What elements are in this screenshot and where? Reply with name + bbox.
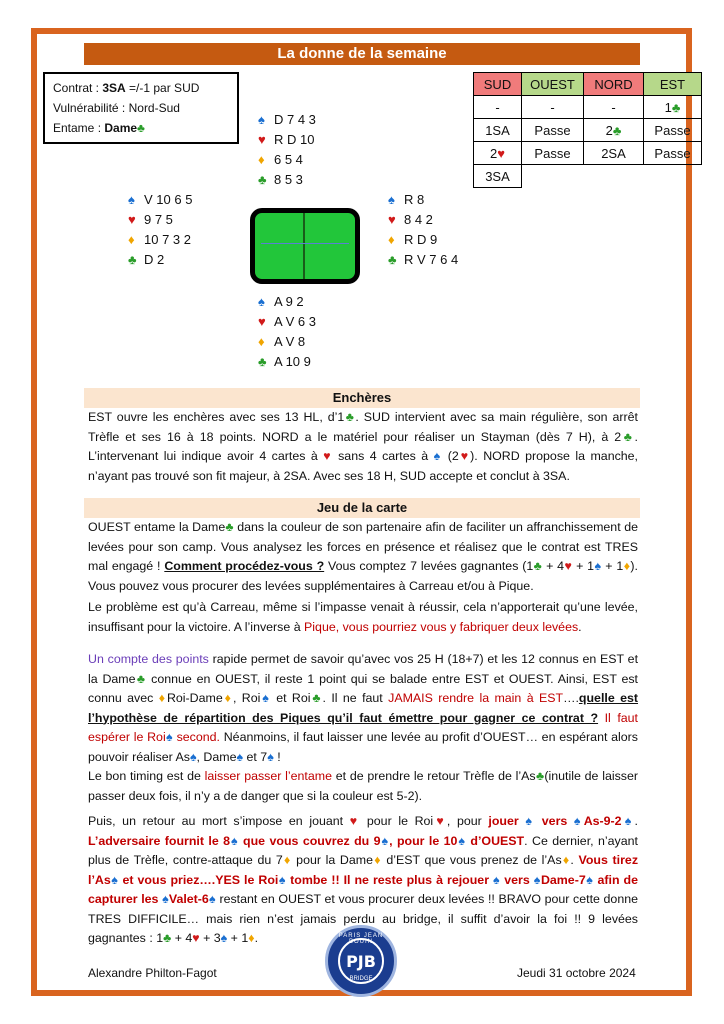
section-title-jeu: Jeu de la carte [84,498,640,518]
club-icon: ♣ [388,252,397,267]
hand-nord [258,110,316,190]
bid-cell: - [584,96,644,119]
logo-mark: PJB [346,952,376,971]
heart-icon: ♥ [258,132,266,147]
paragraph-jeu-3: Un compte des points rapide permet de savoir qu’avec vos 25 H (18+7) et les 12 connus en EST et la Dame♣ connue en OUEST, il reste 1 point qui se balade entre EST et OUEST. Ainsi, EST est connu avec ♦Roi-Dame♦, Roi♠ et Roi♣. Il ne faut JAMAIS rendre la main à EST….quelle est l’hypothèse de répartition des Piques qu’il faut émettre pour gagner ce contrat ? Il faut espérer le Roi♠ second. Néanmoins, il faut laisser une levée au profit d’OUEST… en espérant alors pouvoir réaliser As♠, Dame♠ et 7♠ ! Le bon timing est de laisser passer l’entame et de prendre le retour Trèfle de l’As♣(inutile de laisser passer deux fois, il n’y a de danger que si la couleur est 5-2). [88,652,639,803]
bidding-row [474,119,702,142]
logo-top-text: PARIS JEAN BOUIN [338,933,384,945]
bidding-header: OUEST [522,73,584,96]
hand-cards: D 2 [144,252,165,267]
paragraph-jeu-2: Le problème est qu’à Carreau, même si l’impasse venait à réussir, cela n’apporterait qu’une levée, insuffisant pour la victoire. A l’inverse à Pique, vous pourriez vous y fabriquer deux levées. [88,600,638,634]
hand-cards: R 8 [404,192,425,207]
date: Jeudi 31 octobre 2024 [517,966,636,980]
bidding-row [474,96,702,119]
bidding-row [474,165,702,188]
hand-cards: 8 4 2 [404,212,433,227]
contract-line [53,78,229,98]
club-icon: ♣ [137,121,145,135]
spade-icon: ♠ [388,192,395,207]
bid-cell-empty [584,165,644,188]
diamond-icon: ♦ [388,232,395,247]
heart-icon: ♥ [388,212,396,227]
heart-icon: ♥ [128,212,136,227]
club-icon: ♣ [258,172,267,187]
club-icon: ♣ [671,99,681,115]
bidding-header-row [474,73,702,96]
contract-value: 3SA [102,81,126,95]
section-title-encheres: Enchères [84,388,640,408]
spade-icon: ♠ [258,112,265,127]
hand-cards: A 9 2 [274,294,304,309]
bid-cell: 2SA [584,142,644,165]
hand-cards: R D 10 [274,132,315,147]
logo-bottom-text: BRIDGE [349,976,373,982]
author: Alexandre Philton-Fagot [88,966,217,980]
contract-label: Contrat : [53,81,103,95]
hand-cards: V 10 6 5 [144,192,193,207]
hand-cards: R D 9 [404,232,438,247]
bridge-table-icon [250,208,360,284]
hand-est [388,190,458,270]
lead-line [53,118,229,138]
club-icon: ♣ [612,122,622,138]
lead-value: Dame [104,121,138,135]
hand-cards: A V 8 [274,334,306,349]
hand-cards: 6 5 4 [274,152,303,167]
bidding-header: EST [644,73,702,96]
hand-ouest [128,190,192,270]
lead-label: Entame : [53,121,105,135]
diamond-icon: ♦ [128,232,135,247]
hand-cards: A V 6 3 [274,314,316,329]
bidding-header: SUD [474,73,522,96]
paragraph-jeu-1: OUEST entame la Dame♣ dans la couleur de son partenaire afin de faciliter un affranchissement de levées pour son camp. Vous analysez les forces en présence et réalisez que le contrat est TRES mal engagé ! Comment procédez-vous ? Vous comptez 7 levées gagnantes (1♣ + 4♥ + 1♠ + 1♦). Vous pouvez vous procurer des levées supplémentaires à Carreau et/ou à Pique. [88,520,638,593]
heart-icon: ♥ [258,314,266,329]
heart-icon: ♥ [497,145,505,161]
hand-cards: R V 7 6 4 [404,252,459,267]
paragraph-jeu-4: Puis, un retour au mort s’impose en jouant ♥ pour le Roi♥, pour jouer ♠ vers ♠As-9-2♠. L’adversaire fournit le 8♠ que vous couvrez du 9♠, pour le 10♠ d’OUEST. Ce dernier, n’ayant plus de Trèfle, contre-attaque du 7♦ pour la Dame♦ d’EST que vous prenez de l’As♦. Vous tirez l’As♠ et vous priez….YES le Roi♠ tombe !! Il ne reste plus à rejouer ♠ vers ♠Dame-7♠ afin de capturer les ♠Valet-6♠ restant en OUEST et vous procurer deux levées !! BRAVO pour cette donne TRES DIFFICILE… mais rien n’est jamais perdu au bridge, il suffit d’avoir la foi !! 9 levées gagnantes : 1♣ + 4♥ + 3♠ + 1♦. [88,814,639,945]
page-title: La donne de la semaine [84,43,640,65]
bid-cell: 1♣ [644,96,702,119]
vulnerability-line: Vulnérabilité : Nord-Sud [53,101,180,115]
bid-cell: - [474,96,522,119]
hand-cards: A 10 9 [274,354,311,369]
bid-cell-empty [522,165,584,188]
hand-sud [258,292,316,372]
hand-cards: D 7 4 3 [274,112,316,127]
diamond-icon: ♦ [258,152,265,167]
bid-cell: 3SA [474,165,522,188]
bid-cell: Passe [644,142,702,165]
bidding-row [474,142,702,165]
hand-cards: 8 5 3 [274,172,303,187]
bid-cell: - [522,96,584,119]
bid-cell: Passe [522,142,584,165]
bidding-header: NORD [584,73,644,96]
bid-cell-empty [644,165,702,188]
bid-cell: 1SA [474,119,522,142]
hand-cards: 10 7 3 2 [144,232,191,247]
bid-cell: 2♣ [584,119,644,142]
bid-cell: Passe [644,119,702,142]
bid-cell: Passe [522,119,584,142]
contract-result: =/-1 par SUD [125,81,200,95]
club-logo [325,925,397,997]
diamond-icon: ♦ [258,334,265,349]
spade-icon: ♠ [128,192,135,207]
spade-icon: ♠ [258,294,265,309]
paragraph-encheres: EST ouvre les enchères avec ses 13 HL, d’1♣. SUD intervient avec sa main régulière, son arrêt Trèfle et ses 16 à 18 points. NORD a le matériel pour réaliser un Stayman (dès 7 H), à 2♣. L’intervenant lui indique avoir 4 cartes à ♥ sans 4 cartes à ♠ (2♥). NORD propose la manche, n’ayant pas trouvé son fit majeur, à 2SA. Avec ses 18 H, SUD accepte et conclut à 3SA. [88,410,639,483]
bid-cell: 2♥ [474,142,522,165]
bidding-table [473,72,702,188]
contract-box [43,72,239,144]
club-icon: ♣ [128,252,137,267]
club-icon: ♣ [258,354,267,369]
hand-cards: 9 7 5 [144,212,173,227]
